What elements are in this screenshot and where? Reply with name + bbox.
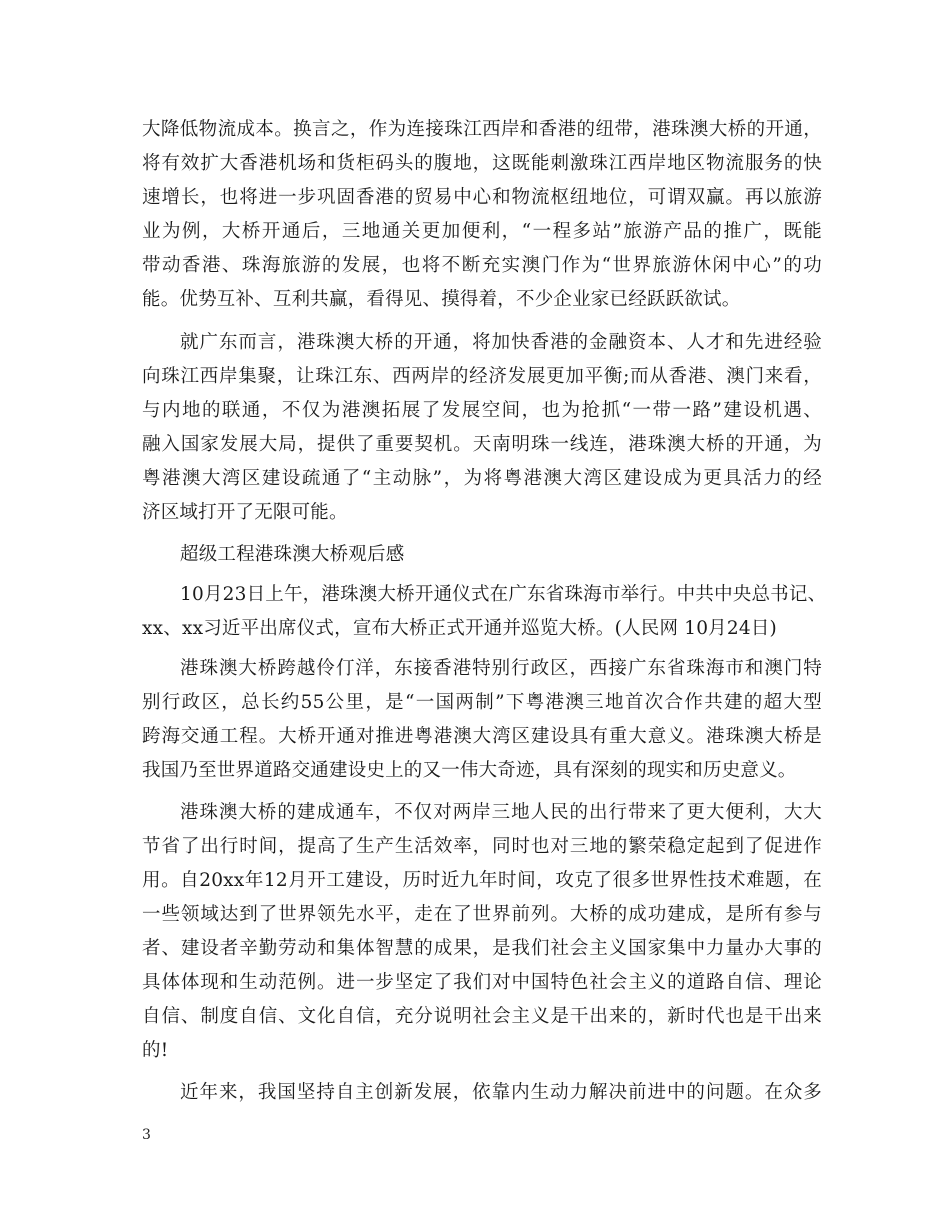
page-number: 3: [142, 1127, 151, 1143]
text-line: 一些领域达到了世界领先水平，走在了世界前列。大桥的成功建成，是所有参与: [142, 904, 822, 925]
text-line: 业为例，大桥开通后，三地通关更加便利，“一程多站”旅游产品的推广，既能: [142, 221, 822, 242]
text-line: 济区域打开了无限可能。: [142, 502, 348, 523]
text-line: 近年来，我国坚持自主创新发展，依靠内生动力解决前进中的问题。在众多: [180, 1082, 822, 1103]
text-line: 带动香港、珠海旅游的发展，也将不断充实澳门作为“世界旅游休闲中心”的功: [142, 255, 822, 276]
text-line: 别行政区，总长约55公里，是“一国两制”下粤港澳三地首次合作共建的超大型: [142, 692, 822, 713]
text-line: 大降低物流成本。换言之，作为连接珠江西岸和香港的纽带，港珠澳大桥的开通，: [142, 119, 822, 140]
text-line: 港珠澳大桥的建成通车，不仅对两岸三地人民的出行带来了更大便利，大大: [180, 802, 822, 823]
text-line: 用。自20xx年12月开工建设，历时近九年时间，攻克了很多世界性技术难题，在: [142, 870, 822, 891]
text-line: 10月23日上午，港珠澳大桥开通仪式在广东省珠海市举行。中共中央总书记、: [180, 584, 827, 605]
text-line: 港珠澳大桥跨越伶仃洋，东接香港特别行政区，西接广东省珠海市和澳门特: [180, 658, 822, 679]
text-line: 融入国家发展大局，提供了重要契机。天南明珠一线连，港珠澳大桥的开通，为: [142, 434, 822, 455]
text-line: 跨海交通工程。大桥开通对推进粤港澳大湾区建设具有重大意义。港珠澳大桥是: [142, 726, 822, 747]
section-title: 超级工程港珠澳大桥观后感: [180, 544, 405, 565]
text-line: 向珠江西岸集聚，让珠江东、西两岸的经济发展更加平衡;而从香港、澳门来看，: [142, 366, 822, 387]
text-line: xx、xx习近平出席仪式，宣布大桥正式开通并巡览大桥。(人民网 10月24日): [142, 618, 777, 639]
text-line: 我国乃至世界道路交通建设史上的又一伟大奇迹，具有深刻的现实和历史意义。: [142, 760, 797, 781]
text-line: 具体体现和生动范例。进一步坚定了我们对中国特色社会主义的道路自信、理论: [142, 972, 822, 993]
text-line: 节省了出行时间，提高了生产生活效率，同时也对三地的繁荣稳定起到了促进作: [142, 836, 822, 857]
text-line: 与内地的联通，不仅为港澳拓展了发展空间，也为抢抓“一带一路”建设机遇、: [142, 400, 822, 421]
text-line: 能。优势互补、互利共赢，看得见、摸得着，不少企业家已经跃跃欲试。: [142, 289, 741, 310]
text-line: 粤港澳大湾区建设疏通了“主动脉”，为将粤港澳大湾区建设成为更具活力的经: [142, 468, 822, 489]
text-line: 自信、制度自信、文化自信，充分说明社会主义是干出来的，新时代也是干出来: [142, 1006, 822, 1027]
text-line: 速增长，也将进一步巩固香港的贸易中心和物流枢纽地位，可谓双赢。再以旅游: [142, 187, 822, 208]
text-line: 将有效扩大香港机场和货柜码头的腹地，这既能刺激珠江西岸地区物流服务的快: [142, 153, 822, 174]
text-line: 者、建设者辛勤劳动和集体智慧的成果，是我们社会主义国家集中力量办大事的: [142, 938, 822, 959]
text-line: 的!: [142, 1040, 169, 1061]
text-line: 就广东而言，港珠澳大桥的开通，将加快香港的金融资本、人才和先进经验: [180, 332, 822, 353]
